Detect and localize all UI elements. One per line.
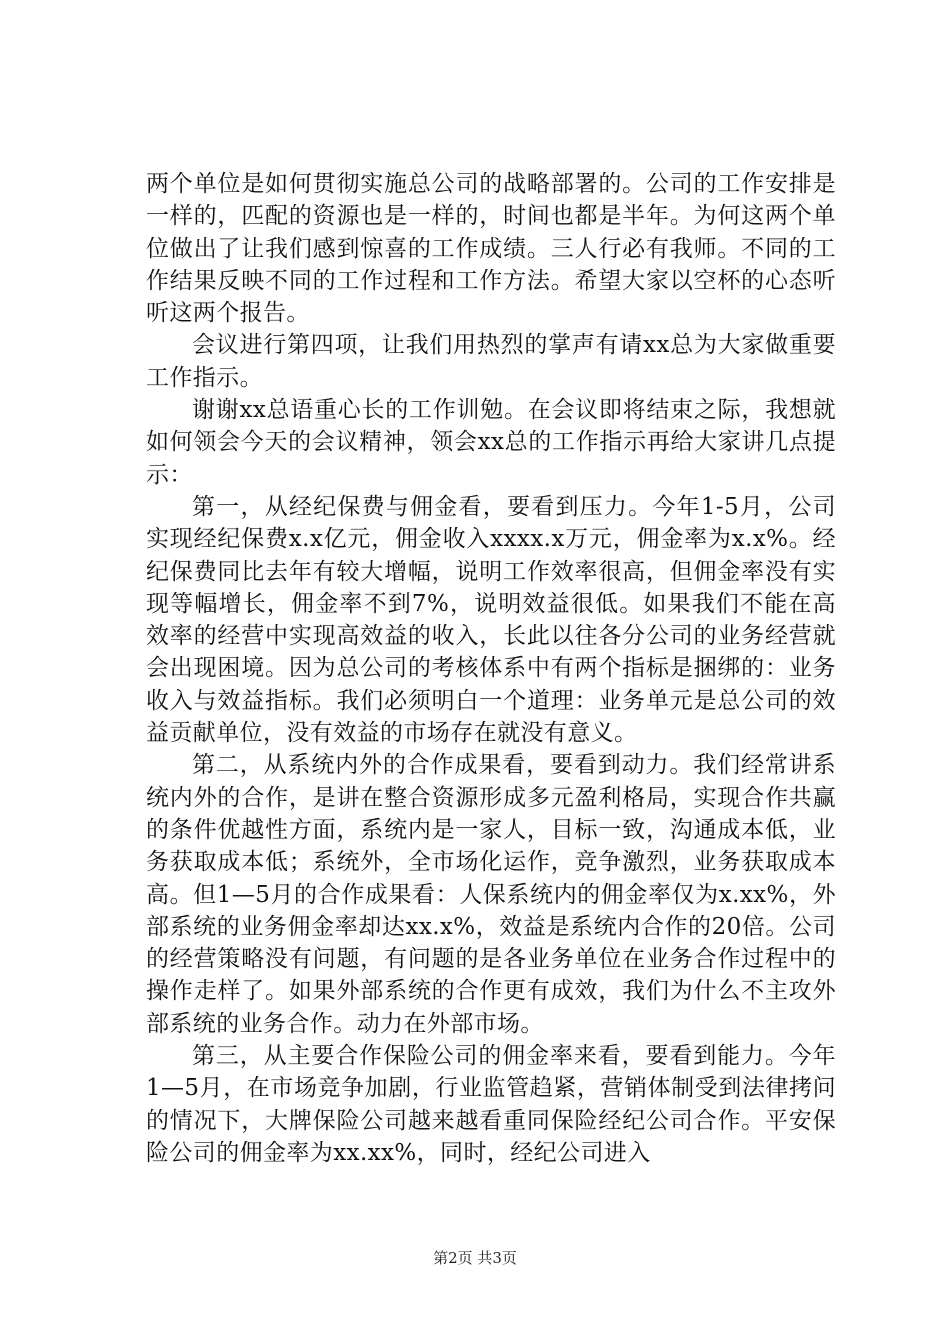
paragraph-3: 谢谢xx总语重心长的工作训勉。在会议即将结束之际，我想就如何领会今天的会议精神，领会xx总的工作指示再给大家讲几点提示： — [146, 397, 836, 488]
paragraph-6: 第三，从主要合作保险公司的佣金率来看，要看到能力。今年1—5月，在市场竞争加剧，行业监管趋紧，营销体制受到法律拷问的情况下，大牌保险公司越来越看重同保险经纪公司合作。平安保险公司的佣金率为xx.xx%，同时，经纪公司进入 — [146, 1043, 836, 1166]
paragraph-1: 两个单位是如何贯彻实施总公司的战略部署的。公司的工作安排是一样的，匹配的资源也是一样的，时间也都是半年。为何这两个单位做出了让我们感到惊喜的工作成绩。三人行必有我师。不同的工作结果反映不同的工作过程和工作方法。希望大家以空杯的心态听听这两个报告。 — [146, 171, 836, 327]
page-number-footer: 第2页 共3页 — [433, 1249, 517, 1267]
paragraph-4: 第一，从经纪保费与佣金看，要看到压力。今年1-5月，公司实现经纪保费x.x亿元，佣金收入xxxx.x万元，佣金率为x.x%。经纪保费同比去年有较大增幅，说明工作效率很高，但佣金率没有实现等幅增长，佣金率不到7%，说明效益很低。如果我们不能在高效率的经营中实现高效益的收入，长此以往各分公司的业务经营就会出现困境。因为总公司的考核体系中有两个指标是捆绑的：业务收入与效益指标。我们必须明白一个道理：业务单元是总公司的效益贡献单位，没有效益的市场存在就没有意义。 — [146, 493, 836, 747]
paragraph-5: 第二，从系统内外的合作成果看，要看到动力。我们经常讲系统内外的合作，是讲在整合资源形成多元盈利格局，实现合作共赢的条件优越性方面，系统内是一家人，目标一致，沟通成本低，业务获取成本低；系统外，全市场化运作，竞争激烈，业务获取成本高。但1—5月的合作成果看：人保系统内的佣金率仅为x.xx%，外部系统的业务佣金率却达xx.x%，效益是系统内合作的20倍。公司的经营策略没有问题，有问题的是各业务单位在业务合作过程中的操作走样了。如果外部系统的合作更有成效，我们为什么不主攻外部系统的业务合作。动力在外部市场。 — [146, 752, 836, 1037]
paragraph-2: 会议进行第四项，让我们用热烈的掌声有请xx总为大家做重要工作指示。 — [146, 332, 836, 391]
document-body — [146, 168, 836, 1169]
